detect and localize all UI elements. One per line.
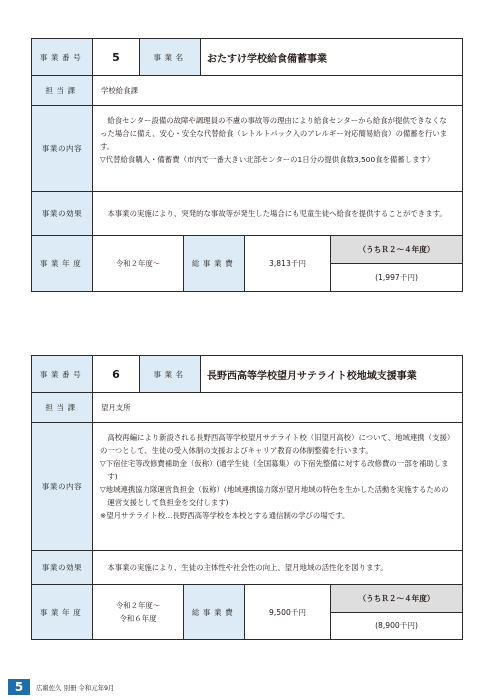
breakdown-label: （うちＲ２〜４年度） [331,585,462,613]
content-note: ※望月サテライト校…長野西高等学校を本校とする通信制の学びの場です。 [100,511,350,520]
content-paragraph: 高校再編により新設される長野西高等学校望月サテライト校（旧望月高校）について、地域連携（支援）の一つとして、生徒の受入体制の支援およびキャリア教育の体制整備を行います。 [100,433,451,455]
project-number-label: 事業番号 [32,39,93,75]
department-row [32,76,462,106]
project-name-label: 事業名 [140,39,201,75]
header-row [32,356,462,393]
page-footer [8,679,114,695]
department-row [32,393,462,423]
project-name-label: 事業名 [140,356,201,392]
effect-paragraph: 本事業の実施により、突発的な事故等が発生した場合にも児童生徒へ給食を提供することができます。 [107,209,447,218]
header-row [32,39,462,76]
content-paragraph: 給食センター設備の故障や調理員の不慮の事故等の理由により給食センターから給食が提供できなくなった場合に備え、安心・安全な代替給食（レトルトパック入のアレルギー対応簡易給食）の備蓄を行います。 [100,116,448,151]
effect-text [93,192,462,235]
project-number-label: 事業番号 [32,356,93,392]
effect-label: 事業の効果 [32,192,93,235]
content-label: 事業の内容 [32,423,93,550]
year-value [93,585,184,639]
department-label: 担当課 [32,76,93,105]
project-title: おたすけ学校給食備蓄事業 [207,53,327,65]
effect-row [32,192,462,236]
year-line: 令和６年度 [119,614,157,623]
year-line: 令和２年度〜 [115,601,161,610]
breakdown-label: （うちＲ２〜４年度） [331,236,462,264]
project-card-6 [31,355,463,640]
total-cost-label: 総事業費 [184,236,245,291]
project-title: 長野西高等学校望月サテライト校地域支援事業 [207,370,417,382]
total-cost-label: 総事業費 [184,585,245,639]
content-bullet: ▽代替給食購入・備蓄費（市内で一番大きい北部センターの1日分の提供食数3,500食を備蓄します） [100,155,435,164]
effect-paragraph: 本事業の実施により、生徒の主体性や社会性の向上、望月地域の活性化を図ります。 [107,563,388,572]
breakdown [331,585,462,639]
content-row [32,423,462,551]
year-row [32,236,462,291]
effect-text [93,551,462,584]
department-value: 望月支所 [101,403,131,412]
content-text [93,106,462,191]
content-row [32,106,462,192]
content-text [93,423,462,550]
project-number: 5 [93,39,140,75]
content-bullet: ▽地域連携協力隊運営負担金（仮称）(地域連携協力隊が望月地域の特色を生かした活動を実施するための運営支援として負担金を交付します) [100,485,449,507]
page-number-badge: 5 [8,679,30,695]
year-label: 事業年度 [32,585,93,639]
effect-label: 事業の効果 [32,551,93,584]
breakdown-value: (1,997千円) [375,273,418,282]
project-number: 6 [93,356,140,392]
publication-info: 広報佐久 別冊 令和元年9月 [36,683,115,692]
project-card-5 [31,38,463,292]
breakdown [331,236,462,291]
breakdown-value: (8,900千円) [375,621,418,631]
year-value [93,236,184,291]
total-cost-value: 9,500千円 [245,585,331,639]
year-line: 令和２年度〜 [115,259,161,268]
content-label: 事業の内容 [32,106,93,191]
content-bullet: ▽下宿住宅等改修費補助金（仮称）(通学生徒（全国募集）の下宿先整備に対する改修費の一部を補助します) [100,459,449,481]
year-label: 事業年度 [32,236,93,291]
effect-row [32,551,462,585]
year-row [32,585,462,639]
department-value: 学校給食課 [101,86,138,95]
total-cost-value: 3,813千円 [245,236,331,291]
department-label: 担当課 [32,393,93,422]
